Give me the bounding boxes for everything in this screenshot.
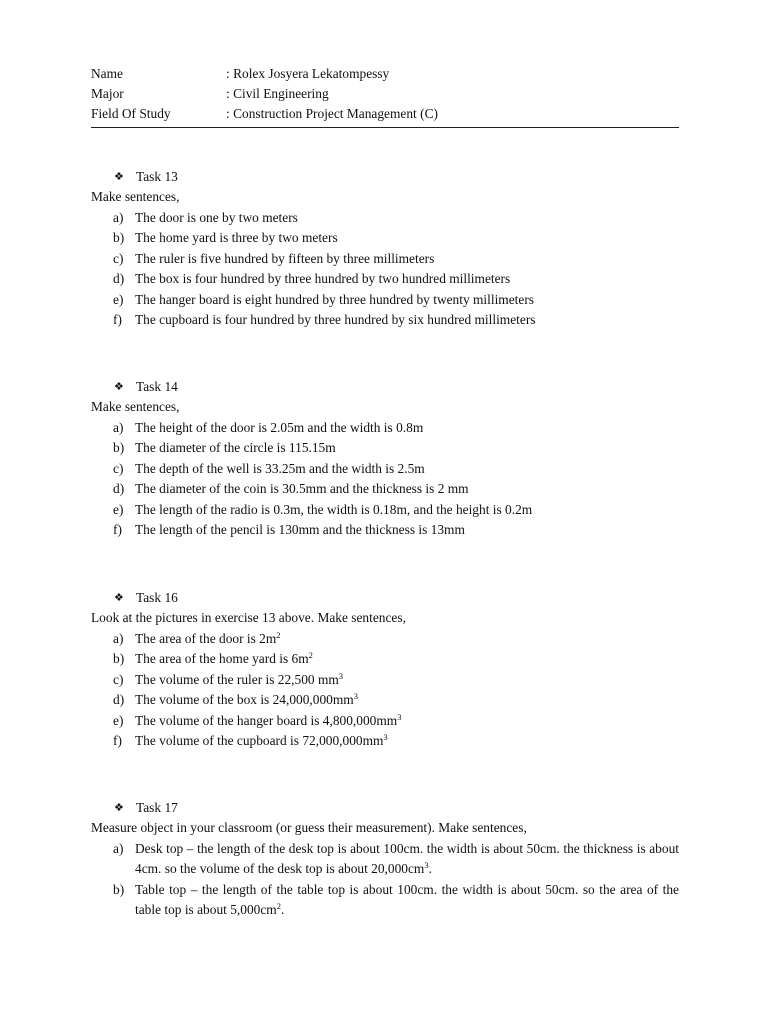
diamond-bullet-icon: ❖: [114, 171, 124, 183]
item-text: The diameter of the circle is 115.15m: [135, 440, 336, 455]
list-item: [91, 500, 679, 521]
item-text: The length of the pencil is 130mm and the thickness is 13mm: [135, 522, 465, 537]
name-value: : Rolex Josyera Lekatompessy: [226, 66, 390, 81]
unit-exponent: 3: [397, 711, 402, 722]
task-16-section: [91, 588, 679, 752]
unit-exponent: 2: [308, 650, 313, 660]
task-title: Task 14: [136, 379, 178, 394]
diamond-bullet-icon: ❖: [114, 592, 124, 604]
item-text: The diameter of the coin is 30.5mm and the thickness is 2 mm: [135, 481, 469, 496]
task-14-section: [91, 377, 679, 541]
item-text-end: .: [428, 861, 432, 876]
item-marker: e): [113, 501, 124, 517]
major-row: [91, 84, 679, 104]
task-title: Task 13: [136, 169, 178, 184]
item-marker: c): [113, 460, 124, 476]
name-label: Name: [91, 66, 123, 81]
item-marker: a): [113, 419, 124, 435]
task-instruction: Make sentences,: [91, 399, 180, 414]
unit-exponent: 3: [338, 670, 344, 681]
task-title: Task 17: [136, 800, 178, 815]
list-item: [91, 880, 679, 921]
unit-exponent: 2: [276, 901, 281, 911]
item-text-end: .: [280, 902, 285, 917]
task-heading: [91, 588, 679, 608]
item-text: Table top – the length of the table top is about 100cm. the width is about 50cm. so the area of the table top is about 5,000cm: [135, 881, 679, 917]
diamond-bullet-icon: ❖: [114, 802, 124, 814]
item-text: The ruler is five hundred by fifteen by three millimeters: [135, 250, 435, 266]
task-instruction: Measure object in your classroom (or guess their measurement). Make sentences,: [91, 820, 527, 835]
list-item: [91, 731, 679, 752]
item-marker: d): [113, 271, 125, 286]
item-text: The volume of the cupboard is 72,000,000mm: [135, 733, 384, 748]
list-item: [91, 459, 679, 480]
item-marker: d): [113, 481, 125, 496]
list-item: [91, 520, 679, 541]
task-heading: [91, 167, 679, 187]
diamond-bullet-icon: ❖: [114, 381, 124, 393]
item-marker: a): [113, 630, 124, 646]
task-instruction: Make sentences,: [91, 189, 180, 204]
item-marker: f): [113, 522, 122, 537]
item-text: The hanger board is eight hundred by three hundred by twenty millimeters: [135, 291, 535, 307]
item-text: The volume of the hanger board is 4,800,000mm: [135, 712, 398, 728]
item-text: The volume of the box is 24,000,000mm: [135, 692, 354, 707]
unit-exponent: 3: [424, 860, 429, 870]
task-13-section: [91, 167, 679, 331]
item-marker: b): [113, 881, 125, 897]
item-text: The cupboard is four hundred by three hundred by six hundred millimeters: [135, 312, 536, 327]
list-item: [91, 629, 679, 650]
task-instruction: Look at the pictures in exercise 13 above. Make sentences,: [91, 610, 406, 625]
item-marker: a): [113, 209, 124, 225]
list-item: [91, 290, 679, 311]
item-marker: c): [113, 671, 124, 687]
item-marker: a): [113, 840, 124, 856]
item-text: The height of the door is 2.05m and the width is 0.8m: [135, 419, 424, 435]
list-item: [91, 649, 679, 670]
list-item: [91, 711, 679, 732]
task-heading: [91, 377, 679, 397]
task-title: Task 16: [136, 590, 178, 605]
item-text: The box is four hundred by three hundred by two hundred millimeters: [135, 271, 511, 286]
item-text: Desk top – the length of the desk top is about 100cm. the width is about 50cm. the thickness is about 4cm. so the volume of the desk top is about 20,000cm: [135, 840, 679, 876]
unit-exponent: 3: [383, 732, 388, 742]
student-info-header: [91, 64, 679, 128]
list-item: [91, 690, 679, 711]
item-text: The length of the radio is 0.3m, the width is 0.18m, and the height is 0.2m: [135, 501, 533, 517]
field-of-study-value: : Construction Project Management (C): [226, 106, 438, 121]
answer-list: [91, 208, 679, 331]
item-text: The volume of the ruler is 22,500 mm: [135, 671, 339, 687]
item-marker: c): [113, 250, 124, 266]
list-item: [91, 249, 679, 270]
item-marker: b): [113, 230, 125, 245]
task-heading: [91, 798, 679, 818]
major-label: Major: [91, 86, 124, 101]
item-marker: e): [113, 712, 124, 728]
list-item: [91, 208, 679, 229]
item-text: The door is one by two meters: [135, 209, 298, 225]
answer-list: [91, 418, 679, 541]
list-item: [91, 438, 679, 459]
task-17-section: [91, 798, 679, 921]
answer-list: [91, 629, 679, 752]
field-of-study-row: [91, 104, 679, 124]
list-item: [91, 479, 679, 500]
item-marker: d): [113, 692, 125, 707]
item-marker: f): [113, 733, 122, 748]
list-item: [91, 418, 679, 439]
list-item: [91, 670, 679, 691]
list-item: [91, 310, 679, 331]
item-text: The area of the door is 2m: [135, 630, 277, 646]
unit-exponent: 3: [353, 691, 358, 701]
unit-exponent: 2: [276, 629, 281, 640]
item-text: The depth of the well is 33.25m and the width is 2.5m: [135, 460, 425, 476]
item-marker: f): [113, 312, 122, 327]
name-row: [91, 64, 679, 84]
item-marker: e): [113, 291, 124, 307]
item-text: The area of the home yard is 6m: [135, 651, 309, 666]
list-item: [91, 839, 679, 880]
item-marker: b): [113, 651, 125, 666]
field-of-study-label: Field Of Study: [91, 106, 171, 121]
list-item: [91, 269, 679, 290]
major-value: : Civil Engineering: [226, 86, 329, 101]
item-text: The home yard is three by two meters: [135, 230, 338, 245]
item-marker: b): [113, 440, 125, 455]
answer-list: [91, 839, 679, 921]
list-item: [91, 228, 679, 249]
